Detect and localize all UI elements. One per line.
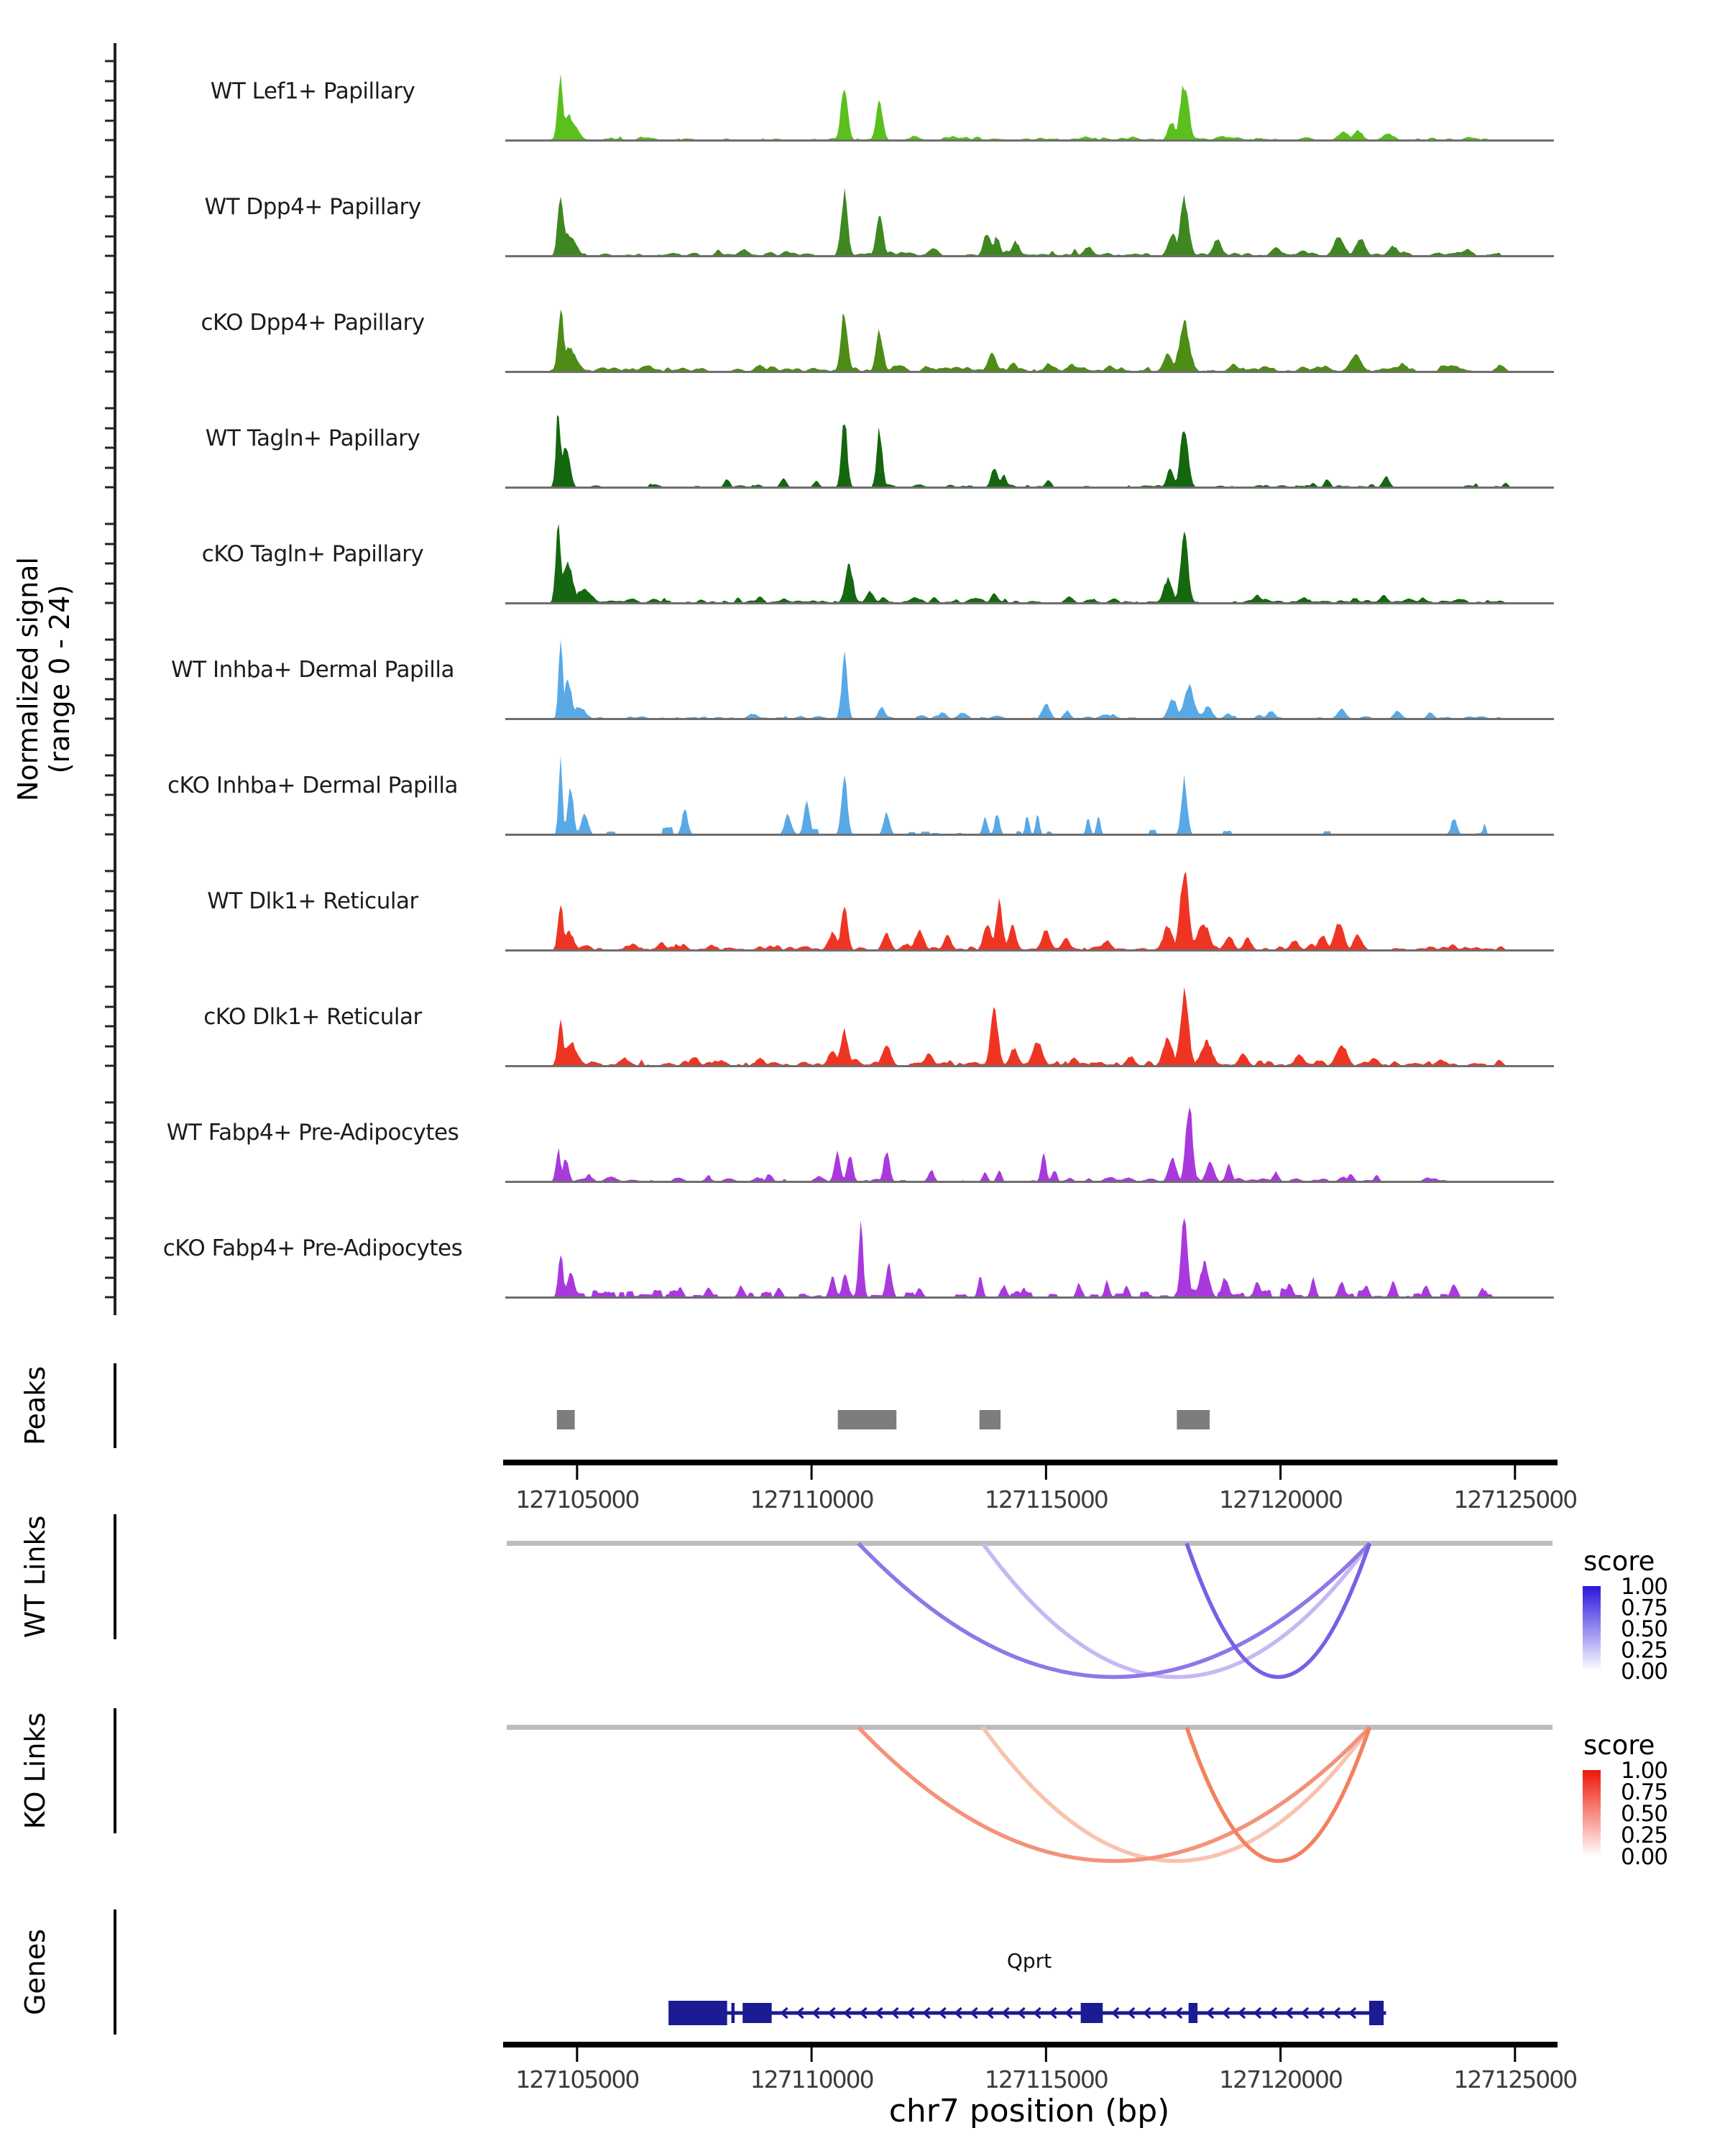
track-baseline: [505, 834, 1554, 836]
signal-y-axis-tick: [105, 447, 114, 449]
track-label: cKO Inhba+ Dermal Papilla: [167, 773, 458, 798]
track-baseline: [505, 718, 1554, 720]
coverage-track-row: [207, 872, 1554, 952]
wt-score-legend-tick-label: 0.00: [1621, 1659, 1668, 1685]
genes-x-axis-tick: [1514, 2047, 1516, 2062]
genes-x-axis-tick: [811, 2047, 813, 2062]
section-label-wt-links: WT Links: [19, 1515, 51, 1639]
ko-score-legend-gradient-bar: [1583, 1770, 1601, 1856]
track-baseline: [505, 602, 1554, 604]
ko-link-arc: [858, 1728, 1369, 1861]
track-label: WT Dlk1+ Reticular: [207, 888, 418, 914]
coverage-track-row: [167, 1107, 1554, 1183]
peak-call-box: [1177, 1410, 1210, 1429]
genes-x-axis-line: [503, 2042, 1558, 2047]
peaks-x-axis-tick: [1279, 1465, 1282, 1480]
signal-y-axis-tick: [105, 678, 114, 681]
coverage-signal: [507, 1218, 1552, 1297]
signal-y-axis-tick: [105, 312, 114, 314]
signal-y-axis-tick: [105, 1046, 114, 1048]
wt-score-legend-tick-label: 0.25: [1621, 1637, 1668, 1664]
signal-y-axis-tick: [105, 543, 114, 545]
signal-y-axis-tick: [105, 1296, 114, 1299]
signal-y-axis-tick: [105, 949, 114, 952]
signal-y-axis-tick: [105, 1026, 114, 1028]
wt-link-arc: [858, 1544, 1369, 1677]
signal-y-axis-tick: [105, 216, 114, 218]
ko-score-legend-tick-label: 0.75: [1621, 1779, 1668, 1805]
section-label-peaks: Peaks: [19, 1365, 51, 1446]
coverage-track-row: [163, 1218, 1554, 1299]
track-label: WT Inhba+ Dermal Papilla: [171, 657, 454, 683]
coverage-signal: [507, 755, 1552, 834]
signal-y-axis-tick: [105, 1065, 114, 1067]
ko-score-legend-tick-label: 0.00: [1621, 1844, 1668, 1870]
signal-y-axis-tick: [105, 794, 114, 796]
track-label: WT Lef1+ Papillary: [210, 78, 415, 104]
ko-score-legend-tick-label: 0.25: [1621, 1823, 1668, 1848]
wt-link-baseline: [507, 1541, 1552, 1546]
track-baseline: [505, 255, 1554, 257]
signal-y-axis-tick: [105, 331, 114, 333]
genes-x-axis-tick-label: 127110000: [750, 2065, 873, 2093]
peak-call-box: [980, 1410, 1000, 1429]
track-baseline: [505, 1181, 1554, 1183]
signal-y-axis-tick: [105, 1217, 114, 1220]
wt-score-legend-gradient-bar: [1583, 1586, 1601, 1671]
signal-y-axis-tick: [105, 487, 114, 489]
genes-x-axis-tick: [576, 2047, 578, 2062]
peaks-x-axis-tick-label: 127120000: [1219, 1485, 1343, 1514]
peaks-x-axis-tick: [1514, 1465, 1516, 1480]
coverage-signal: [507, 872, 1552, 951]
signal-y-axis-tick: [105, 563, 114, 565]
track-label: cKO Dlk1+ Reticular: [203, 1004, 422, 1030]
signal-y-axis-tick: [105, 1181, 114, 1183]
coverage-signal: [507, 188, 1552, 257]
signal-y-axis-tick: [105, 639, 114, 641]
peaks-x-axis-tick-label: 127125000: [1453, 1485, 1577, 1514]
peaks-x-axis-tick-label: 127110000: [750, 1485, 873, 1514]
track-baseline: [505, 949, 1554, 952]
signal-y-axis-tick: [105, 351, 114, 354]
signal-y-axis-tick: [105, 1277, 114, 1279]
signal-y-axis-tick: [105, 602, 114, 604]
gene-exon: [1189, 2003, 1197, 2023]
x-axis-title: chr7 position (bp): [888, 2093, 1170, 2129]
coverage-signal: [507, 415, 1552, 487]
signal-y-axis-tick: [105, 1238, 114, 1240]
signal-y-axis-tick: [105, 583, 114, 585]
signal-y-axis-tick: [105, 986, 114, 988]
track-baseline: [505, 1065, 1554, 1067]
track-baseline: [505, 371, 1554, 373]
track-label: cKO Fabp4+ Pre-Adipocytes: [162, 1235, 463, 1261]
gene-exon: [742, 2003, 771, 2023]
signal-y-axis-tick: [105, 1006, 114, 1008]
track-baseline: [505, 1296, 1554, 1299]
wt-score-legend-title: score: [1583, 1546, 1655, 1577]
genes-x-axis-tick-label: 127115000: [984, 2065, 1108, 2093]
signal-y-axis-tick: [105, 834, 114, 836]
gene-exon: [732, 2003, 735, 2023]
gene-exon: [668, 2001, 727, 2025]
peaks-bracket-line: [114, 1363, 116, 1448]
signal-y-axis-tick: [105, 1141, 114, 1143]
wt-score-legend-tick-label: 0.50: [1621, 1616, 1668, 1642]
signal-y-axis-tick: [105, 1122, 114, 1124]
coverage-signal: [507, 1107, 1552, 1181]
signal-y-axis-tick: [105, 930, 114, 932]
ko-score-legend-tick-label: 1.00: [1621, 1758, 1668, 1784]
ko-score-legend-title: score: [1583, 1730, 1655, 1761]
coverage-track-row: [204, 188, 1554, 258]
section-label-ko-links: KO Links: [19, 1712, 51, 1830]
signal-y-axis-tick: [105, 60, 114, 63]
genes-x-axis-tick-label: 127125000: [1453, 2065, 1577, 2093]
signal-y-axis-tick: [105, 80, 114, 83]
signal-y-axis-tick: [105, 870, 114, 872]
peaks-x-axis-tick: [811, 1465, 813, 1480]
track-baseline: [505, 139, 1554, 142]
track-baseline: [505, 487, 1554, 489]
section-label-genes: Genes: [19, 1928, 51, 2016]
coverage-track-row: [206, 415, 1554, 489]
ko-links-bracket-line: [114, 1708, 116, 1833]
signal-y-axis-tick: [105, 100, 114, 102]
genes-x-axis-tick: [1279, 2047, 1282, 2062]
signal-y-axis-tick: [105, 139, 114, 142]
wt-score-legend-tick-label: 0.75: [1621, 1595, 1668, 1621]
peak-call-box: [557, 1410, 575, 1429]
peak-call-box: [838, 1410, 897, 1429]
signal-y-axis-tick: [105, 659, 114, 661]
ko-score-legend-tick-label: 0.50: [1621, 1801, 1668, 1827]
wt-links-bracket-line: [114, 1514, 116, 1639]
signal-y-axis-tick: [105, 236, 114, 238]
ko-link-baseline: [507, 1725, 1552, 1730]
signal-y-axis-tick: [105, 1102, 114, 1104]
signal-y-axis-tick: [105, 718, 114, 720]
signal-y-axis-tick: [105, 910, 114, 912]
y-axis-label-line2: (range 0 - 24): [44, 584, 75, 774]
signal-y-axis-tick: [105, 1161, 114, 1164]
signal-y-axis-tick: [105, 176, 114, 178]
signal-y-axis-tick: [105, 292, 114, 294]
coverage-signal: [507, 74, 1552, 140]
track-label: WT Dpp4+ Papillary: [204, 194, 421, 220]
signal-y-axis-tick: [105, 467, 114, 469]
coverage-signal: [507, 987, 1552, 1067]
peaks-x-axis-tick: [1045, 1465, 1047, 1480]
coverage-track-row: [203, 987, 1554, 1068]
genes-bracket-line: [114, 1909, 116, 2035]
signal-y-axis-tick: [105, 120, 114, 122]
signal-y-axis-line: [114, 43, 116, 1315]
signal-y-axis-tick: [105, 755, 114, 757]
coverage-track-row: [167, 755, 1554, 836]
wt-score-legend-tick-label: 1.00: [1621, 1574, 1668, 1600]
coverage-signal: [507, 310, 1552, 372]
y-axis-label-line1: Normalized signal: [12, 557, 44, 801]
track-label: cKO Tagln+ Papillary: [201, 541, 424, 567]
gene-exon: [1369, 2001, 1384, 2025]
track-label: WT Fabp4+ Pre-Adipocytes: [166, 1120, 459, 1146]
signal-y-axis-tick: [105, 255, 114, 257]
coverage-track-row: [171, 640, 1554, 720]
genes-x-axis-tick: [1045, 2047, 1047, 2062]
signal-y-axis-tick: [105, 699, 114, 701]
signal-y-axis-tick: [105, 890, 114, 893]
gene-name-label: Qprt: [1006, 1949, 1052, 1973]
coverage-track-row: [202, 524, 1554, 604]
peaks-x-axis-tick-label: 127105000: [515, 1485, 639, 1514]
signal-y-axis-tick: [105, 196, 114, 198]
coverage-track-row: [201, 310, 1554, 373]
coverage-signal: [507, 524, 1552, 603]
gene-body-line: [671, 2012, 1386, 2015]
signal-y-axis-tick: [105, 428, 114, 430]
genes-x-axis-tick-label: 127105000: [515, 2065, 639, 2093]
peaks-x-axis-line: [503, 1460, 1558, 1465]
coverage-signal: [507, 640, 1552, 719]
signal-y-axis-tick: [105, 407, 114, 410]
peaks-x-axis-tick-label: 127115000: [984, 1485, 1108, 1514]
signal-y-axis-tick: [105, 1257, 114, 1259]
coverage-track-row: [211, 74, 1554, 142]
genes-x-axis-tick-label: 127120000: [1219, 2065, 1343, 2093]
gene-exon: [1081, 2003, 1103, 2023]
peaks-x-axis-tick: [576, 1465, 578, 1480]
signal-y-axis-tick: [105, 814, 114, 816]
signal-y-axis-tick: [105, 371, 114, 373]
signal-y-axis-tick: [105, 775, 114, 777]
signal-y-axis-tick: [105, 523, 114, 525]
track-label: WT Tagln+ Papillary: [205, 425, 420, 451]
track-label: cKO Dpp4+ Papillary: [201, 310, 425, 336]
